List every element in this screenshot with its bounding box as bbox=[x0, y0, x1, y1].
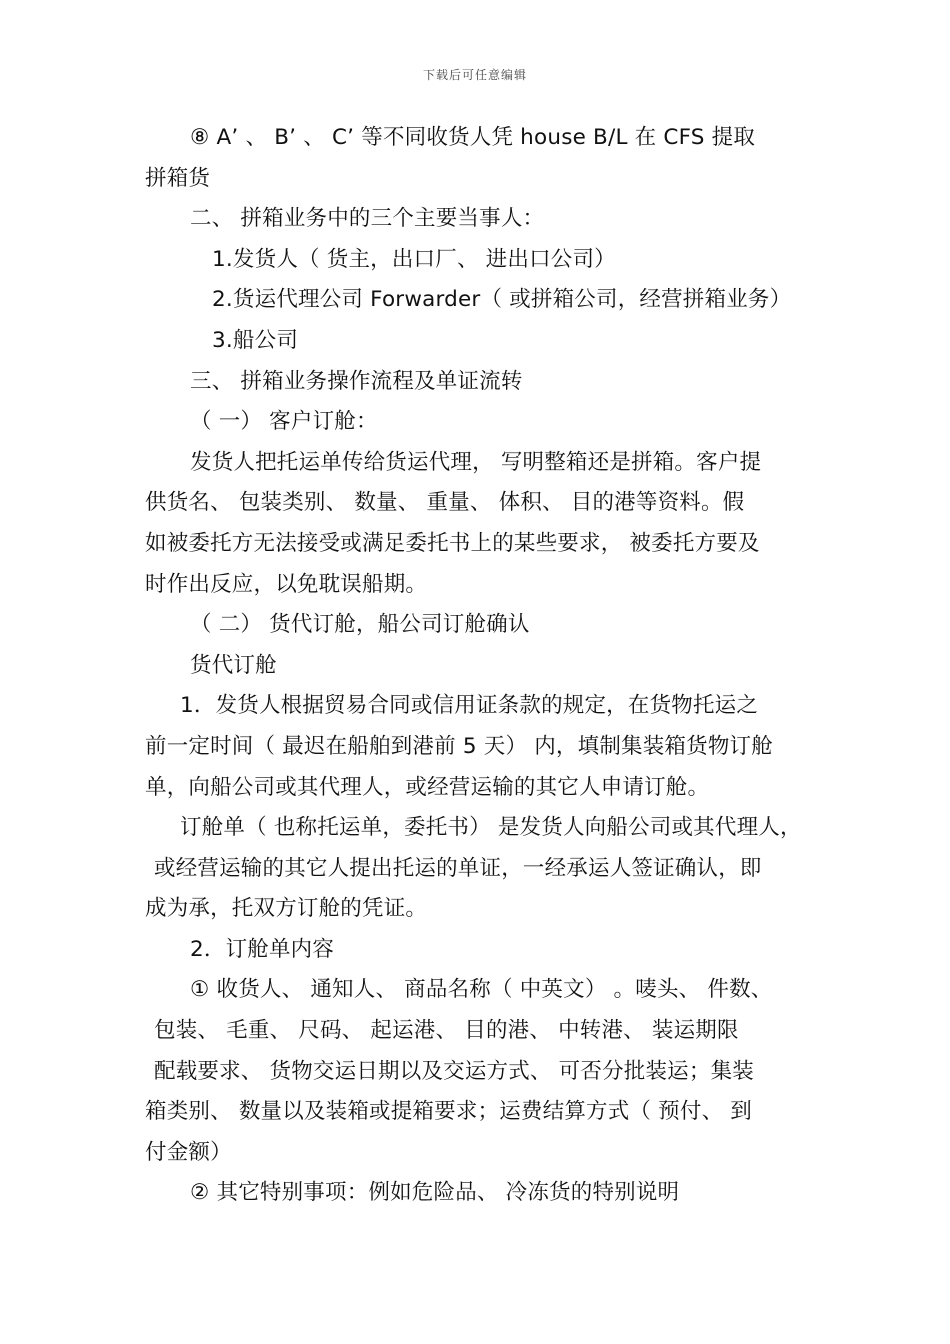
page-header-note: 下载后可任意编辑 bbox=[422, 68, 527, 82]
text-line: 配载要求、 货物交运日期以及交运方式、 可否分批装运；集装 bbox=[154, 1058, 754, 1084]
text-line: 单，向船公司或其代理人，或经营运输的其它人申请订舱。 bbox=[145, 774, 710, 800]
text-line: 拼箱货 bbox=[145, 165, 211, 191]
subsection-heading: （ 二） 货代订舱，船公司订舱确认 bbox=[190, 612, 530, 638]
text-line: 供货名、 包装类别、 数量、 重量、 体积、 目的港等资料。假 bbox=[145, 490, 745, 516]
text-line: ② 其它特别事项：例如危险品、 冷冻货的特别说明 bbox=[190, 1180, 680, 1206]
text-line: 发货人把托运单传给货运代理， 写明整箱还是拼箱。客户提 bbox=[190, 449, 762, 475]
text-line: 2．订舱单内容 bbox=[190, 936, 335, 962]
text-line: 付金额） bbox=[145, 1139, 232, 1165]
text-line: 1．发货人根据贸易合同或信用证条款的规定，在货物托运之 bbox=[180, 693, 759, 719]
text-line: 如被委托方无法接受或满足委托书上的某些要求， 被委托方要及 bbox=[145, 530, 760, 556]
text-line: ① 收货人、 通知人、 商品名称（ 中英文） 。唛头、 件数、 bbox=[190, 977, 773, 1003]
text-line: 成为承，托双方订舱的凭证。 bbox=[145, 896, 428, 922]
list-item: 2.货运代理公司 Forwarder（ 或拼箱公司，经营拼箱业务） bbox=[212, 287, 792, 313]
text-line: 前一定时间（ 最迟在船舶到港前 5 天） 内，填制集装箱货物订舱 bbox=[145, 733, 773, 759]
text-line: 订舱单（ 也称托运单，委托书） 是发货人向船公司或其代理人， bbox=[180, 815, 802, 841]
text-line: 货代订舱 bbox=[190, 652, 277, 678]
list-item: 3.船公司 bbox=[212, 327, 299, 353]
list-item: 1.发货人（ 货主，出口厂、 进出口公司） bbox=[212, 246, 616, 272]
text-line: 包装、 毛重、 尺码、 起运港、 目的港、 中转港、 装运期限 bbox=[154, 1018, 739, 1044]
subsection-heading: （ 一） 客户订舱： bbox=[190, 409, 378, 435]
text-line: 时作出反应，以免耽误船期。 bbox=[145, 571, 428, 597]
text-line: 或经营运输的其它人提出托运的单证，一经承运人签证确认，即 bbox=[154, 855, 762, 881]
text-line: 箱类别、 数量以及装箱或提箱要求；运费结算方式（ 预付、 到 bbox=[145, 1099, 753, 1125]
text-line: ⑧ A’ 、 B’ 、 C’ 等不同收货人凭 house B/L 在 CFS 提取 bbox=[190, 125, 756, 150]
section-heading: 二、 拼箱业务中的三个主要当事人： bbox=[190, 206, 545, 232]
section-heading: 三、 拼箱业务操作流程及单证流转 bbox=[190, 368, 523, 394]
document-body bbox=[0, 118, 950, 1214]
